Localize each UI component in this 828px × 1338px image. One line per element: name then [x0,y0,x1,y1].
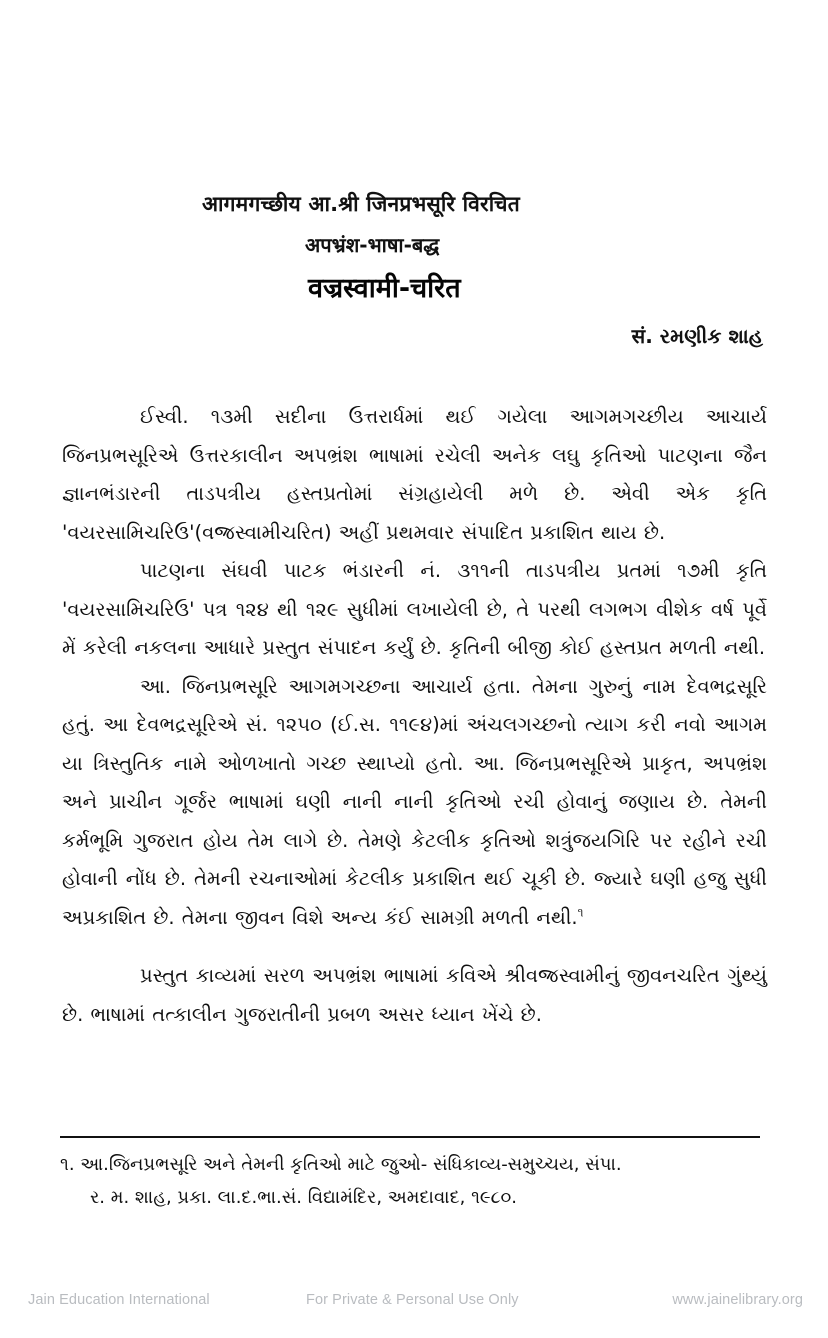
footnote-line-2: ર. મ. શાહ, પ્રકા. લા.દ.ભા.સં. વિદ્યામંદિર, અમદાવાદ, ૧૯૮૦. [90,1187,518,1208]
title-block [62,190,767,349]
footer-website-url[interactable]: www.jainelibrary.org [672,1292,803,1308]
page-title: वज्रस्वामी-चरित [308,273,461,305]
body-text [62,398,767,1034]
footnote-line-1: ૧. આ.જિનપ્રભસૂરિ અને તેમની કૃતિઓ માટે જુઓ- સંધિકાવ્ય-સમુચ્ચય, સંપા. [60,1154,622,1175]
footnote-separator-rule [60,1136,760,1138]
page-footer [0,1292,828,1322]
footer-usage-notice: For Private & Personal Use Only [306,1292,519,1308]
paragraph-4: પ્રસ્તુત કાવ્યમાં સરળ અપભ્રંશ ભાષામાં કવિએ શ્રીવજ્રસ્વામીનું જીવનચરિત ગુંથ્યું છે. ભાષામાં તત્કાલીન ગુજરાતીની પ્રબળ અસર ધ્યાન ખેંચે છે. [62,964,767,1026]
work-attribution-line: आगमगच्छीय आ.श्री जिनप्रभसूरि विरचित [202,192,520,216]
paragraph-3-text: આ. જિનપ્રભસૂરિ આગમગચ્છના આચાર્ય હતા. તેમના ગુરુનું નામ દેવભદ્રસૂરિ હતું. આ દેવભદ્રસૂરિએ સં. ૧૨૫૦ (ઈ.સ. ૧૧૯૪)માં અંચલગચ્છનો ત્યાગ કરી નવો આગમ યા ત્રિસ્તુતિક નામે ઓળખાતો ગચ્છ સ્થાપ્યો હતો. આ. જિનપ્રભસૂરિએ પ્રાકૃત, અપભ્રંશ અને પ્રાચીન ગૂર્જર ભાષામાં ઘણી નાની નાની કૃતિઓ રચી હોવાનું જણાય છે. તેમની કર્મભૂમિ ગુજરાત હોય તેમ લાગે છે. તેમણે કેટલીક કૃતિઓ શત્રુંજયગિરિ પર રહીને રચી હોવાની નોંધ છે. તેમની રચનાઓમાં કેટલીક પ્રકાશિત થઈ ચૂકી છે. જ્યારે ઘણી હજુ સુધી અપ્રકાશિત છે. તેમના જીવન વિશે અન્ય કંઈ સામગ્રી મળતી નથી. [62,674,767,929]
footnote-reference-marker: ૧ [577,905,584,919]
work-subtitle: अपभ्रंश-भाषा-बद्ध [305,233,440,258]
paragraph-1: ઈસ્વી. ૧૩મી સદીના ઉત્તરાર્ધમાં થઈ ગયેલા આગમગચ્છીય આચાર્ય જિનપ્રભસૂરિએ ઉત્તરકાલીન અપભ્રંશ ભાષામાં રચેલી અનેક લઘુ કૃતિઓ પાટણના જૈન જ્ઞાનભંડારની તાડપત્રીય હસ્તપ્રતોમાં સંગ્રહાયેલી મળે છે. એવી એક કૃતિ 'વયરસામિચરિઉ'(વજ્રસ્વામીચરિત) અહીં પ્રથમવાર સંપાદિત પ્રકાશિત થાય છે. [62,405,767,544]
editor-credit: सं. રમણીક શાહ [631,324,763,349]
footnote-block [60,1148,766,1214]
footer-organization: Jain Education International [28,1292,210,1308]
paragraph-2: પાટણના સંઘવી પાટક ભંડારની નં. ૩૧૧ની તાડપત્રીય પ્રતમાં ૧૭મી કૃતિ 'વયરસામિચરિઉ' પત્ર ૧૨૪ થી ૧૨૯ સુધીમાં લખાયેલી છે, તે પરથી લગભગ વીશેક વર્ષ પૂર્વે મેં કરેલી નકલના આધારે પ્રસ્તુત સંપાદન કર્યું છે. કૃતિની બીજી કોઈ હસ્તપ્રત મળતી નથી. [62,559,767,659]
paragraph-3 [62,668,767,938]
